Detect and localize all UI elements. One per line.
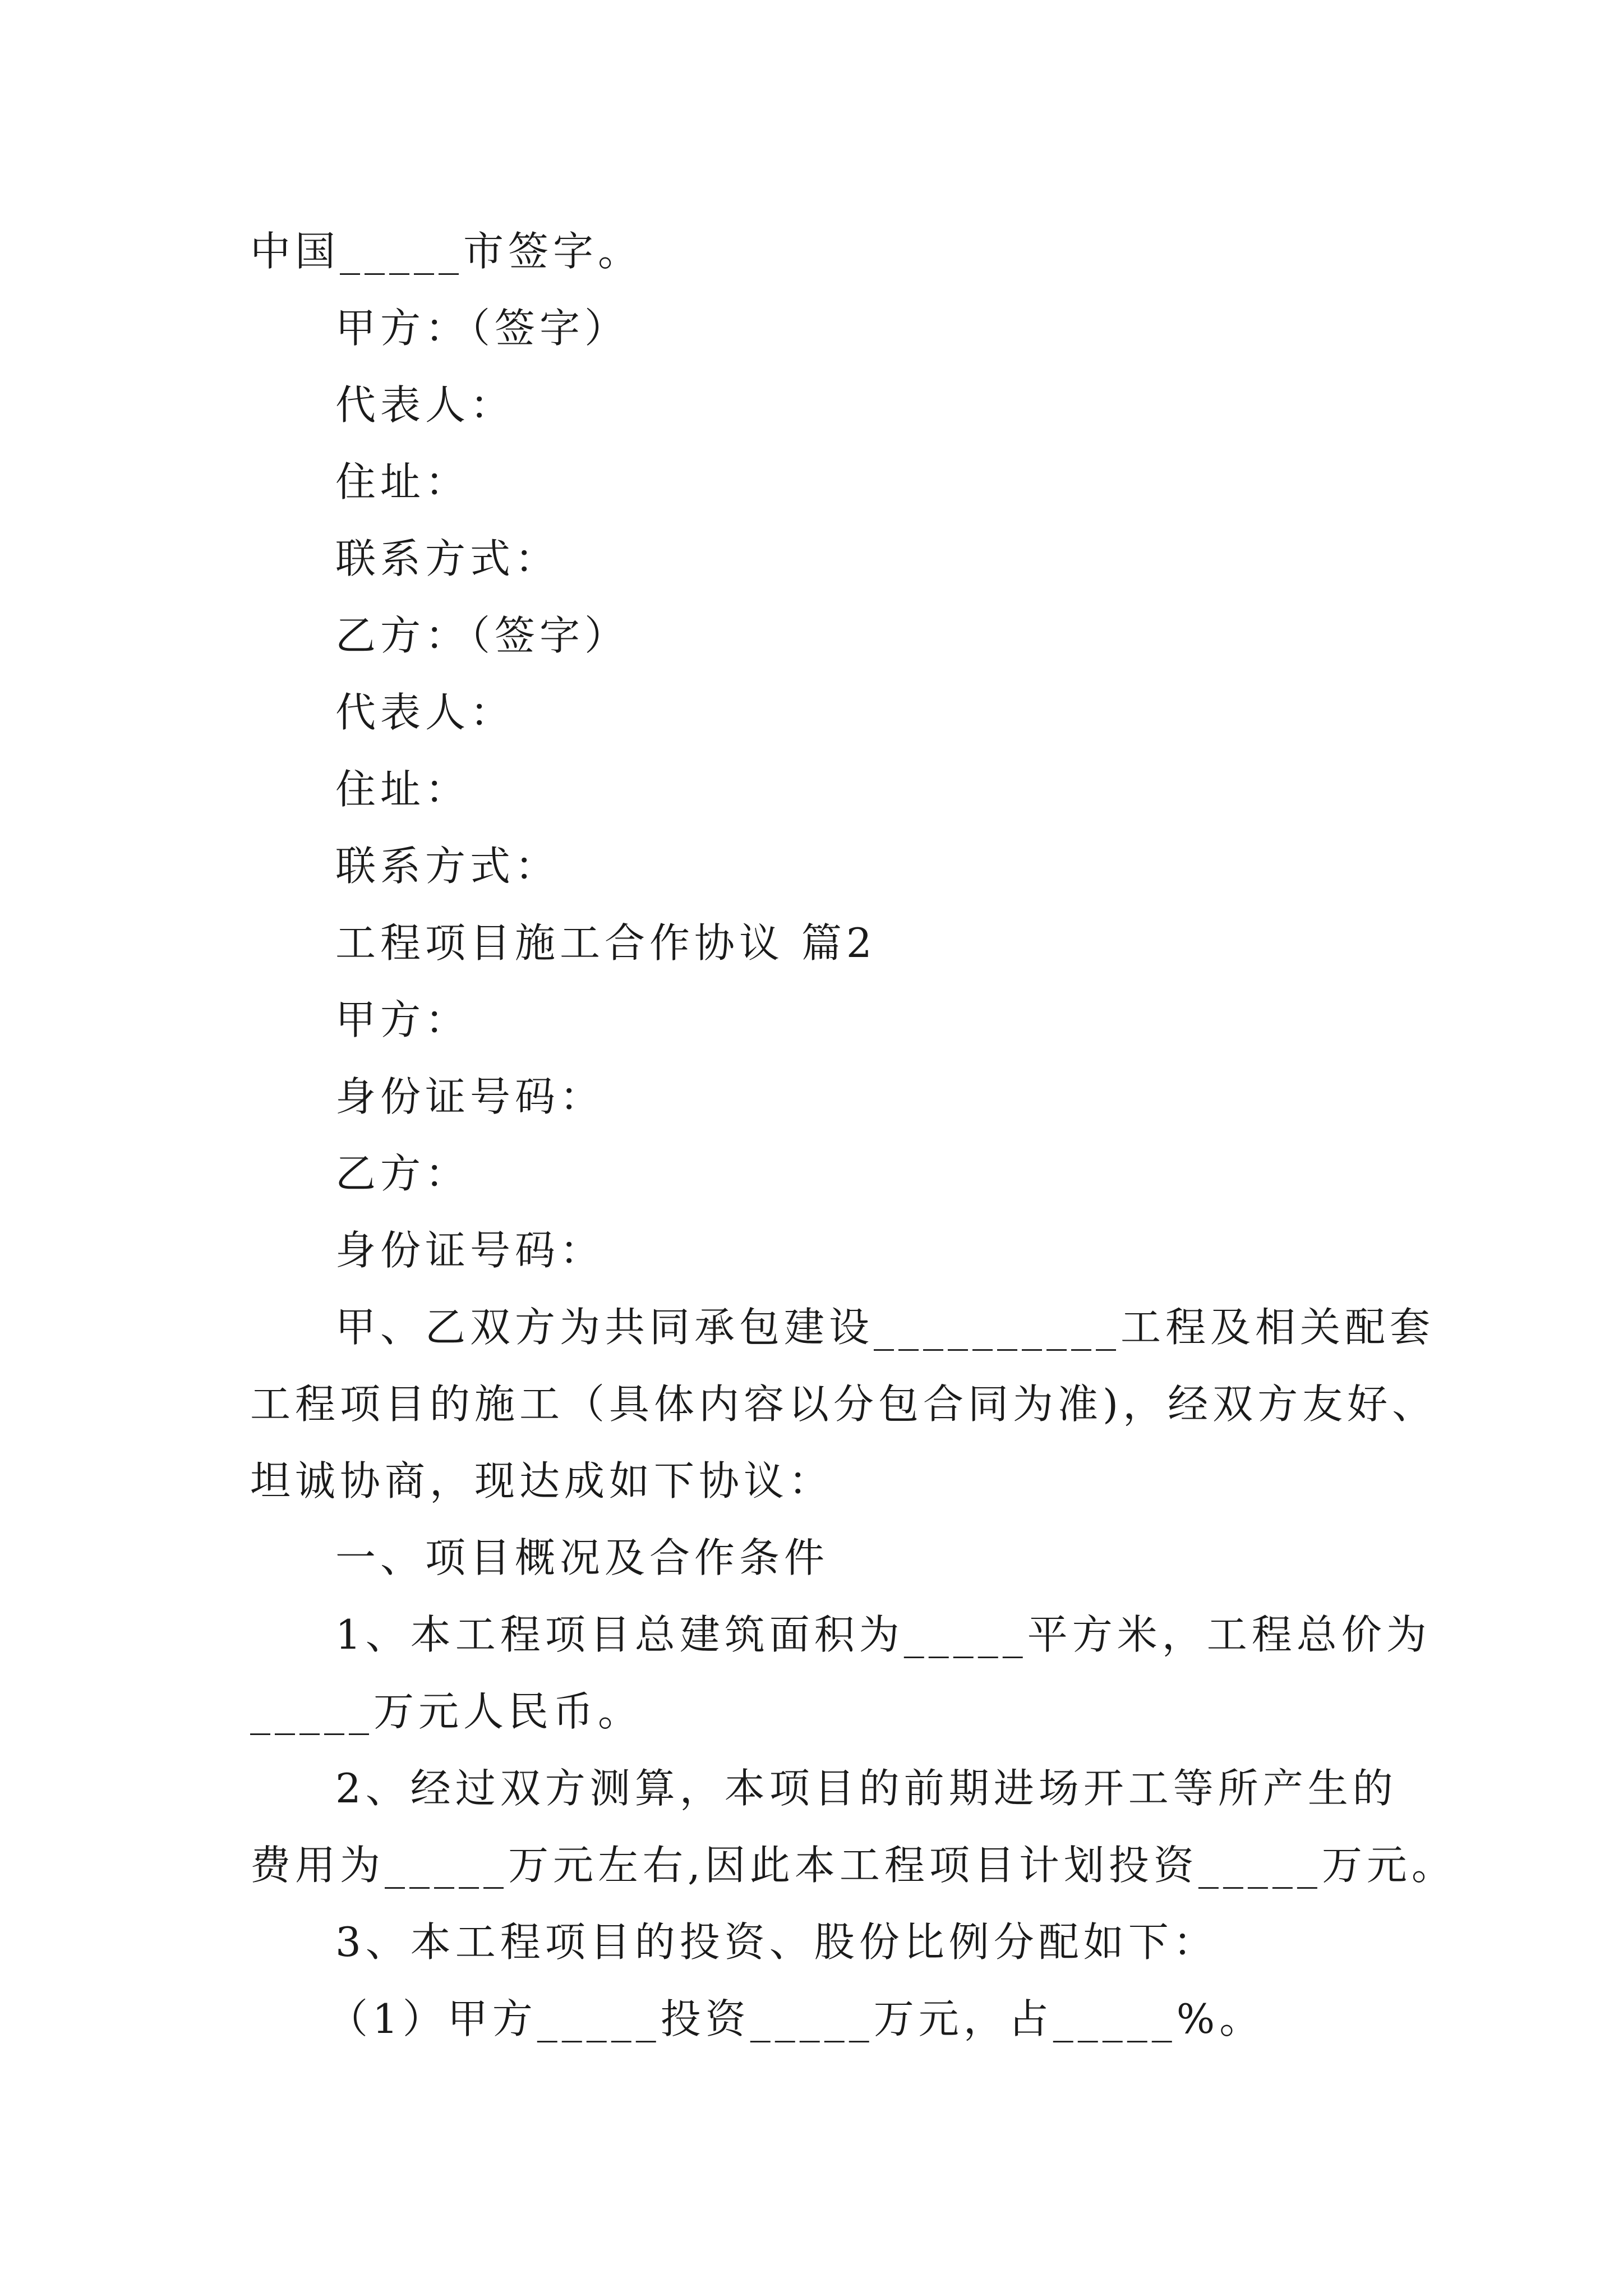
section-heading: 一、项目概况及合作条件 [335, 1534, 829, 1581]
text-line: 甲方：（签字） [335, 305, 630, 352]
text-line: 身份证号码： [335, 1073, 605, 1120]
text-line: 住址： [335, 458, 471, 505]
paragraph-line: 甲、乙双方为共同承包建设__________工程及相关配套 [335, 1304, 1435, 1351]
text-line: 乙方：（签字） [335, 612, 630, 659]
text-line: 甲方： [335, 996, 471, 1043]
section-heading: 工程项目施工合作协议 篇2 [335, 919, 877, 967]
paragraph-line: _____万元人民币。 [250, 1688, 643, 1735]
text-line: 乙方： [335, 1150, 471, 1197]
paragraph-line: 3、本工程项目的投资、股份比例分配如下： [335, 1918, 1218, 1966]
text-line: 联系方式： [335, 843, 560, 890]
text-line: 代表人： [335, 689, 515, 736]
text-line: 代表人： [335, 381, 515, 429]
text-line: 联系方式： [335, 535, 560, 582]
text-line: 中国_____市签字。 [250, 228, 643, 275]
paragraph-line: 工程项目的施工（具体内容以分包合同为准)，经双方友好、 [250, 1381, 1437, 1428]
paragraph-line: 1、本工程项目总建筑面积为_____平方米，工程总价为 [335, 1611, 1431, 1658]
paragraph-line: 2、经过双方测算，本项目的前期进场开工等所产生的 [335, 1765, 1398, 1812]
document-body [250, 213, 1456, 2058]
paragraph-line: 费用为_____万元左右,因此本工程项目计划投资_____万元。 [250, 1842, 1456, 1889]
paragraph-line: 坦诚协商，现达成如下协议： [250, 1457, 834, 1504]
text-line: 身份证号码： [335, 1227, 605, 1274]
list-item: （1）甲方_____投资_____万元，占_____%。 [328, 1995, 1265, 2042]
text-line: 住址： [335, 766, 471, 813]
